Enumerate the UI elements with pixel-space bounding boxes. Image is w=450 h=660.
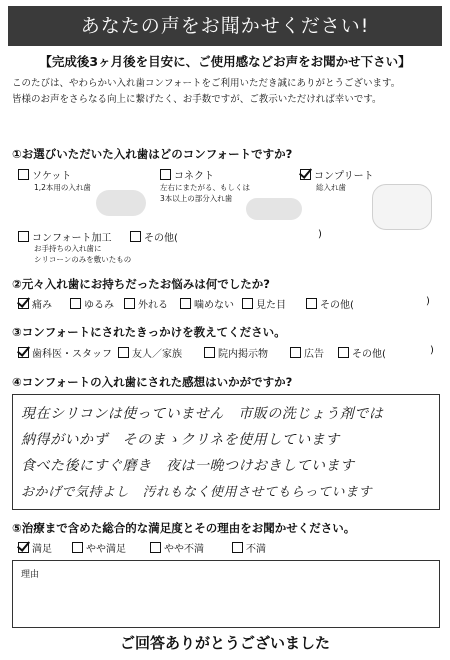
option-label: その他( — [320, 300, 354, 311]
question-2-title: ②元々入れ歯にお持ちだったお悩みは何でしたか? — [12, 277, 270, 291]
checkbox[interactable] — [180, 298, 191, 309]
handwritten-line-3: 食べた後にすぐ磨き 夜は一晩つけおきしています — [21, 458, 355, 474]
option-label: 痛み — [32, 300, 52, 311]
question-1-title: ①お選びいただいた入れ歯はどのコンフォートですか? — [12, 147, 293, 161]
q2-option-appearance[interactable] — [242, 296, 286, 311]
q1-option-other[interactable] — [130, 229, 178, 244]
q2-option-other[interactable] — [306, 296, 354, 311]
q5-option-somewhat-dissatisfied[interactable] — [150, 540, 204, 555]
checkbox[interactable] — [232, 542, 243, 553]
option-label: その他( — [144, 233, 178, 244]
checkbox-checked[interactable] — [18, 347, 29, 358]
checkbox[interactable] — [72, 542, 83, 553]
denture-connect-image — [246, 198, 302, 220]
checkbox[interactable] — [160, 169, 171, 180]
checkbox[interactable] — [130, 231, 141, 242]
option-label: やや不満 — [164, 544, 204, 555]
q1-option-connect[interactable] — [160, 167, 214, 182]
q2-option-pain[interactable] — [18, 296, 52, 311]
handwritten-line-4: おかげで気持よし 汚れもなく使用させてもらっています — [21, 485, 373, 500]
option-label: 院内掲示物 — [218, 349, 268, 360]
q1-other-close: ) — [318, 229, 322, 240]
option-label: ソケット — [32, 171, 72, 182]
checkbox-checked[interactable] — [300, 169, 311, 180]
option-label: 歯科医・スタッフ — [32, 349, 112, 360]
checkbox[interactable] — [18, 169, 29, 180]
question-4-title: ④コンフォートの入れ歯にされた感想はいかがですか? — [12, 375, 293, 389]
option-label: 不満 — [246, 544, 266, 555]
q3-option-friend-family[interactable] — [118, 345, 182, 360]
q3-option-clinic-poster[interactable] — [204, 345, 268, 360]
option-label: コンフォート加工 — [32, 233, 112, 244]
q1-note-processing-2: シリコーンのみを敷いたもの — [34, 255, 132, 264]
q2-option-cannot-chew[interactable] — [180, 296, 234, 311]
option-label: 見た目 — [256, 300, 286, 311]
q1-note-complete: 総入れ歯 — [316, 183, 346, 192]
option-label: コネクト — [174, 171, 214, 182]
option-label: その他( — [352, 349, 386, 360]
q2-option-falls-out[interactable] — [124, 296, 168, 311]
checkbox[interactable] — [150, 542, 161, 553]
checkbox[interactable] — [204, 347, 215, 358]
q1-option-comfort-processing[interactable] — [18, 229, 112, 244]
option-label: 広告 — [304, 349, 324, 360]
intro-line-1: このたびは、やわらかい入れ歯コンフォートをご利用いただき誠にありがとうございます。 — [12, 78, 401, 89]
subtitle: 【完成後3ヶ月後を目安に、ご使用感などお声をお聞かせ下さい】 — [39, 54, 411, 69]
checkbox[interactable] — [70, 298, 81, 309]
q2-other-close: ) — [426, 296, 430, 307]
q3-option-other[interactable] — [338, 345, 386, 360]
q3-other-close: ) — [430, 345, 434, 356]
checkbox[interactable] — [124, 298, 135, 309]
checkbox[interactable] — [338, 347, 349, 358]
q1-option-socket[interactable] — [18, 167, 71, 182]
reason-answer-box[interactable] — [12, 560, 440, 628]
option-label: ゆるみ — [84, 300, 114, 311]
question-3-title: ③コンフォートにされたきっかけを教えてください。 — [12, 325, 286, 339]
option-label: 友人／家族 — [132, 349, 182, 360]
checkbox[interactable] — [242, 298, 253, 309]
checkbox[interactable] — [290, 347, 301, 358]
checkbox[interactable] — [118, 347, 129, 358]
checkbox-checked[interactable] — [18, 298, 29, 309]
q3-option-dentist-staff[interactable] — [18, 345, 112, 360]
option-label: 満足 — [32, 544, 52, 555]
q1-note-processing-1: お手持ちの入れ歯に — [34, 244, 102, 253]
q5-option-satisfied[interactable] — [18, 540, 52, 555]
checkbox[interactable] — [306, 298, 317, 309]
q5-option-dissatisfied[interactable] — [232, 540, 266, 555]
option-label: 外れる — [138, 300, 168, 311]
intro-line-2: 皆様のお声をさらなる向上に繋げたく、お手数ですが、ご教示いただければ幸いです。 — [12, 94, 382, 105]
reason-label: 理由 — [21, 570, 40, 580]
checkbox-checked[interactable] — [18, 542, 29, 553]
impression-answer-box[interactable] — [12, 394, 440, 510]
header-title: あなたの声をお聞かせください! — [8, 6, 442, 46]
option-label: 噛めない — [194, 300, 234, 311]
intro-text — [12, 76, 440, 108]
checkbox[interactable] — [18, 231, 29, 242]
q1-note-socket: 1,2本用の入れ歯 — [34, 183, 91, 192]
q1-note-connect-2: 3本以上の部分入れ歯 — [160, 194, 233, 203]
denture-complete-image — [372, 184, 432, 230]
handwritten-line-1: 現在シリコンは使っていません 市販の洗じょう剤では — [21, 406, 384, 422]
denture-socket-image — [96, 190, 146, 216]
q3-option-ad[interactable] — [290, 345, 324, 360]
q2-option-loose[interactable] — [70, 296, 114, 311]
question-5-title: ⑤治療まで含めた総合的な満足度とその理由をお聞かせください。 — [12, 521, 356, 535]
option-label: やや満足 — [86, 544, 126, 555]
footer-thanks: ご回答ありがとうございました — [119, 634, 330, 652]
option-label: コンプリート — [314, 171, 374, 182]
q1-option-complete[interactable] — [300, 167, 374, 182]
q5-option-somewhat-satisfied[interactable] — [72, 540, 126, 555]
q1-note-connect-1: 左右にまたがる、もしくは — [160, 183, 250, 192]
handwritten-line-2: 納得がいかず そのまゝクリネを使用しています — [21, 432, 340, 448]
